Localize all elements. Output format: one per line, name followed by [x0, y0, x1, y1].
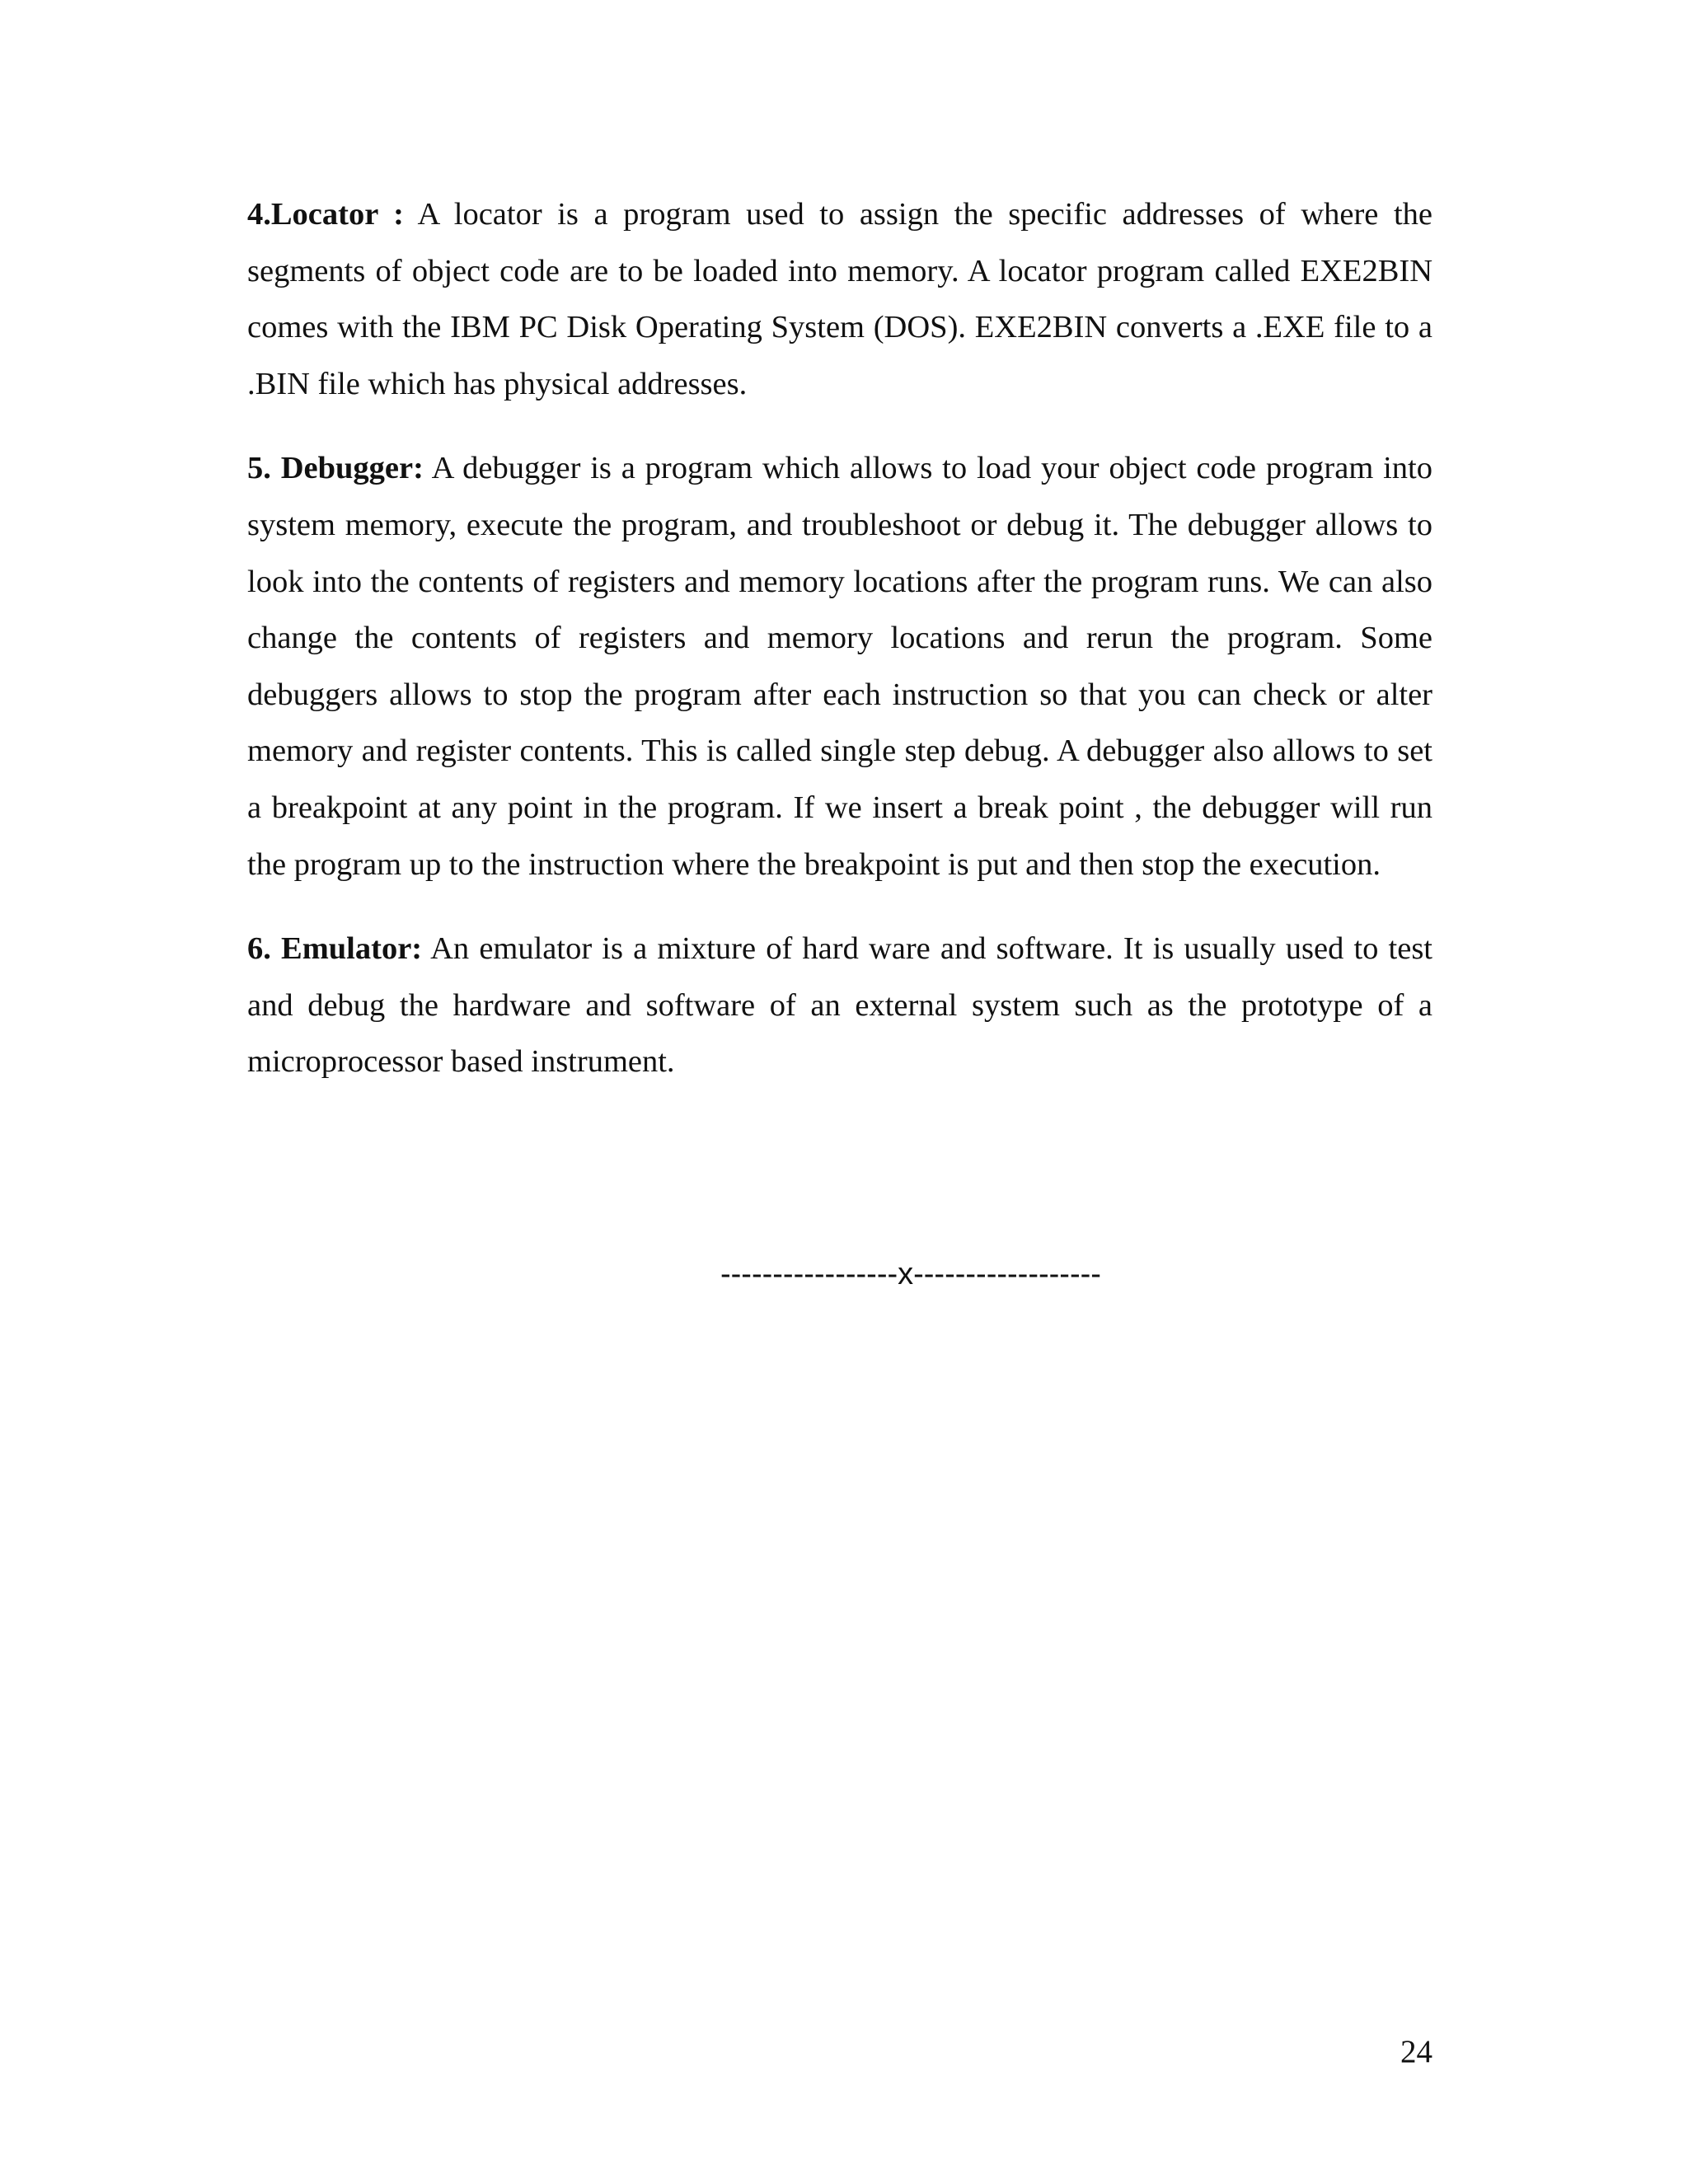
term-locator: 4.Locator : [247, 197, 405, 232]
paragraph-debugger [247, 440, 1432, 893]
page-body [247, 186, 1432, 1118]
paragraph-locator [247, 186, 1432, 412]
paragraph-emulator [247, 921, 1432, 1090]
page-number: 24 [1400, 2034, 1432, 2069]
section-end-divider: -----------------x------------------ [720, 1257, 1101, 1291]
term-emulator: 6. Emulator: [247, 931, 423, 967]
definition-locator: A locator is a program used to assign the specific addresses of where the segments of object code are to be loaded into memory. A locator program called EXE2BIN comes with the IBM PC Disk Operating System (DOS). EXE2BIN converts a .EXE file to a .BIN file which has physical addresses. [247, 197, 1432, 401]
term-debugger: 5. Debugger: [247, 451, 424, 486]
definition-debugger: A debugger is a program which allows to load your object code program into system memory, execute the program, and troubleshoot or debug it. The debugger allows to look into the contents of registers and memory locations after the program runs. We can also change the contents of registers and memory locations and rerun the program. Some debuggers allows to stop the program after each instruction so that you can check or alter memory and register contents. This is called single step debug. A debugger also allows to set a breakpoint at any point in the program. If we insert a break point , the debugger will run the program up to the instruction where the breakpoint is put and then stop the execution. [247, 451, 1432, 882]
definition-emulator: An emulator is a mixture of hard ware and software. It is usually used to test and debug the hardware and software of an external system such as the prototype of a microprocessor based instrument. [247, 931, 1432, 1080]
